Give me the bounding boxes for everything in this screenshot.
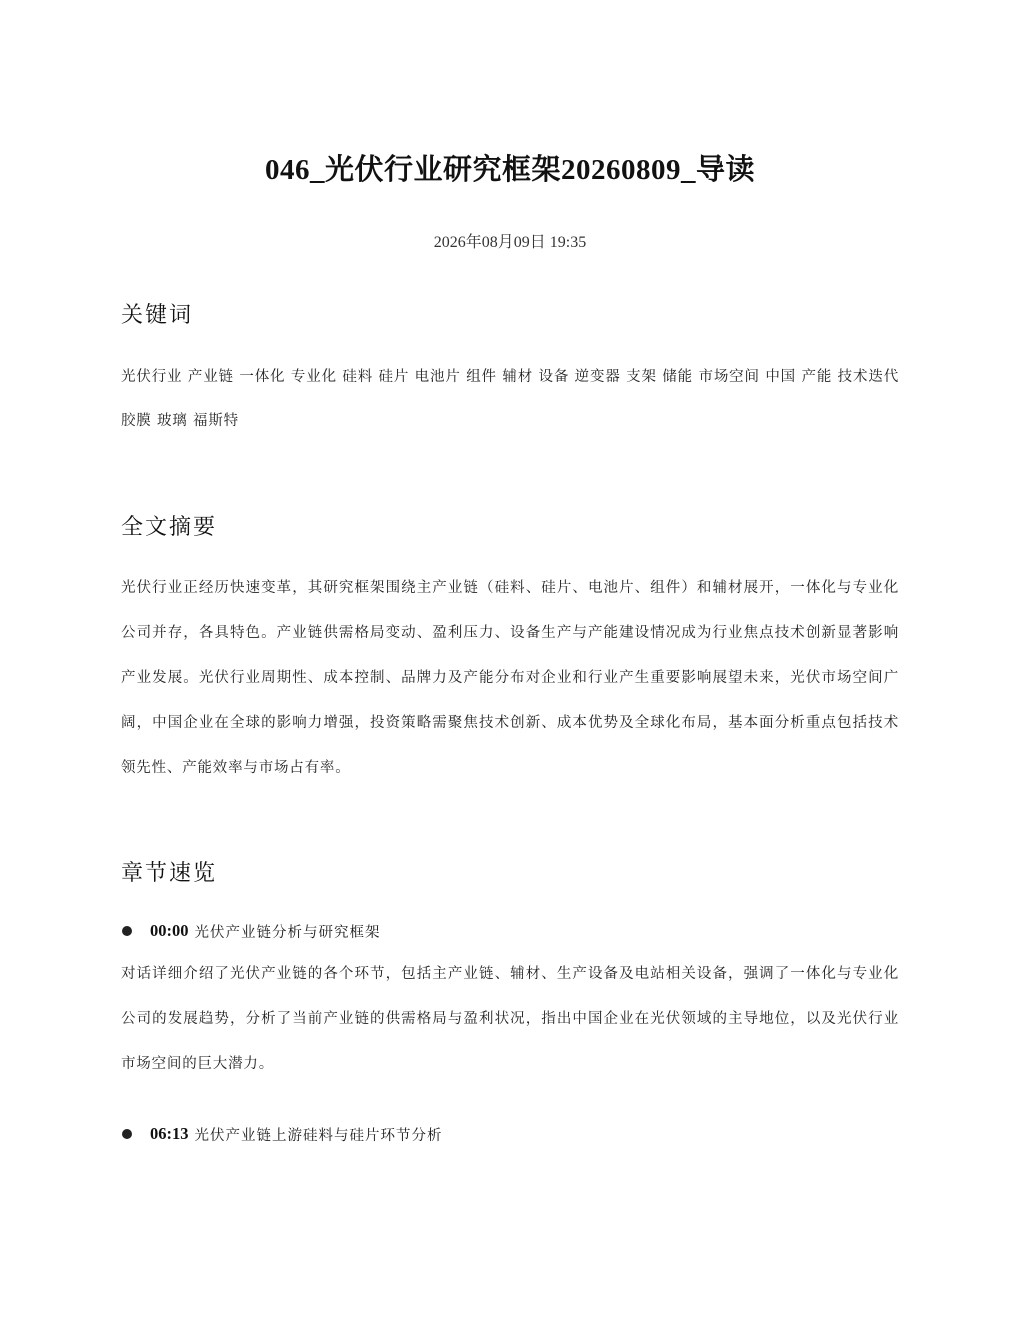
summary-text: 光伏行业正经历快速变革，其研究框架围绕主产业链（硅料、硅片、电池片、组件）和辅材展开，一体化与专业化公司并存，各具特色。产业链供需格局变动、盈利压力、设备生产与产能建设情况成为行业焦点技术创新显著影响产业发展。光伏行业周期性、成本控制、品牌力及产能分布对企业和行业产生重要影响展望未来，光伏市场空间广阔，中国企业在全球的影响力增强，投资策略需聚焦技术创新、成本优势及全球化布局，基本面分析重点包括技术领先性、产能效率与市场占有率。	[121, 580, 899, 776]
document-date: 2026年08月09日 19:35	[433, 234, 587, 251]
bullet-icon	[122, 926, 132, 936]
keywords-section	[121, 301, 899, 443]
bullet-icon	[122, 1129, 132, 1139]
chapter-item	[121, 918, 899, 1087]
chapter-timestamp[interactable]: 00:00	[150, 921, 189, 940]
chapter-body: 对话详细介绍了光伏产业链的各个环节，包括主产业链、辅材、生产设备及电站相关设备，强调了一体化与专业化公司的发展趋势，分析了当前产业链的供需格局与盈利状况，指出中国企业在光伏领域的主导地位，以及光伏行业市场空间的巨大潜力。	[121, 966, 899, 1072]
summary-heading: 全文摘要	[121, 515, 218, 540]
keywords-text: 光伏行业 产业链 一体化 专业化 硅料 硅片 电池片 组件 辅材 设备 逆变器 支架 储能 市场空间 中国 产能 技术迭代 胶膜 玻璃 福斯特	[121, 369, 899, 429]
chapter-header[interactable]	[121, 1121, 899, 1147]
chapter-title: 光伏产业链上游硅料与硅片环节分析	[194, 1127, 443, 1144]
chapter-timestamp[interactable]: 06:13	[150, 1124, 189, 1143]
chapters-heading: 章节速览	[121, 861, 218, 886]
document-title: 046_光伏行业研究框架20260809_导读	[264, 154, 755, 186]
keywords-heading: 关键词	[121, 303, 194, 328]
chapter-item	[121, 1121, 899, 1147]
chapter-header[interactable]	[121, 918, 899, 944]
summary-section	[121, 513, 899, 791]
chapter-title: 光伏产业链分析与研究框架	[194, 924, 381, 941]
chapters-section	[121, 859, 899, 1147]
